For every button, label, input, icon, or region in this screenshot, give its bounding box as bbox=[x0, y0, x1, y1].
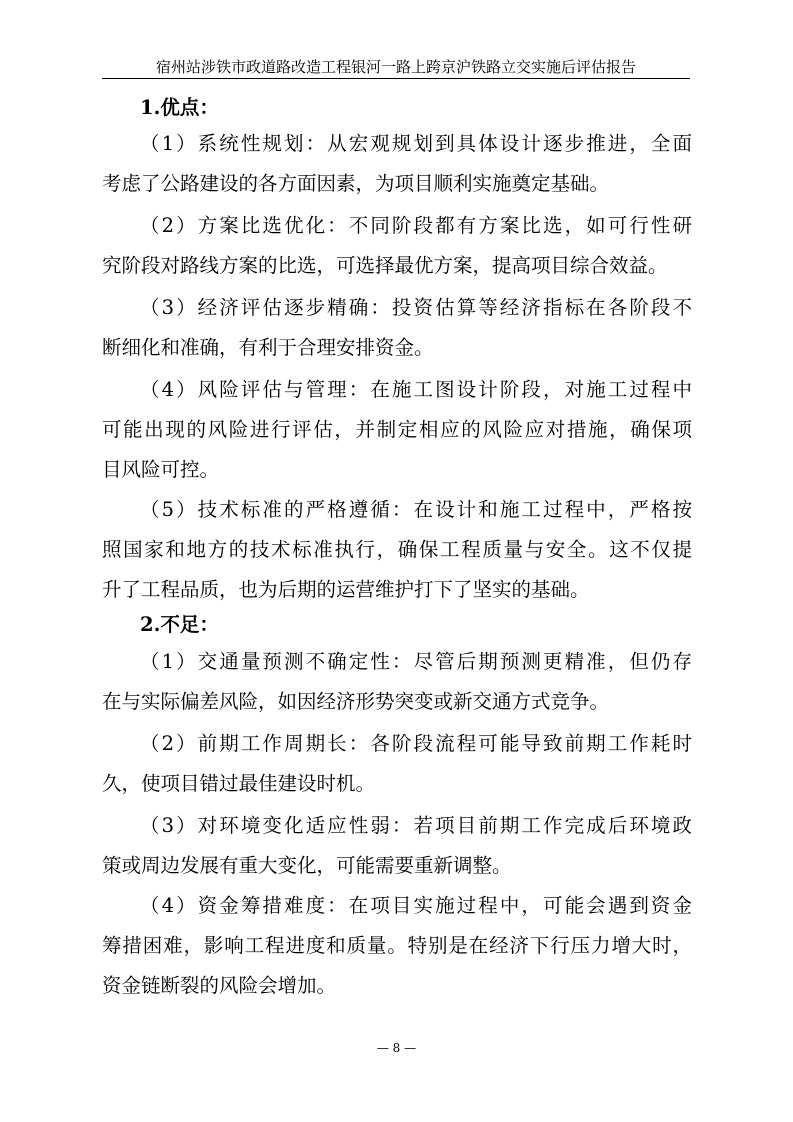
paragraph-line: 可能出现的风险进行评估，并制定相应的风险应对措施，确保项 bbox=[102, 418, 692, 441]
paragraph-line: 久，使项目错过最佳建设时机。 bbox=[102, 772, 376, 795]
paragraph-line: （1）系统性规划：从宏观规划到具体设计逐步推进，全面 bbox=[140, 132, 692, 155]
header-rule bbox=[102, 78, 690, 79]
paragraph-line: （3）对环境变化适应性弱：若项目前期工作完成后环境政 bbox=[140, 814, 692, 837]
paragraph-line: 资金链断裂的风险会增加。 bbox=[102, 974, 337, 997]
paragraph-line: 策或周边发展有重大变化，可能需要重新调整。 bbox=[102, 854, 512, 877]
paragraph-line: （4）资金筹措难度：在项目实施过程中，可能会遇到资金 bbox=[140, 894, 692, 917]
paragraph-line: （2）方案比选优化：不同阶段都有方案比选，如可行性研 bbox=[140, 214, 692, 237]
paragraph-line: （1）交通量预测不确定性：尽管后期预测更精准，但仍存 bbox=[140, 650, 692, 673]
shortcoming-paragraph-1 bbox=[102, 642, 692, 722]
shortcoming-paragraph-2 bbox=[102, 724, 692, 804]
shortcoming-paragraph-3 bbox=[102, 806, 692, 886]
advantage-paragraph-4 bbox=[102, 370, 692, 490]
paragraph-line: 在与实际偏差风险，如因经济形势突变或新交通方式竞争。 bbox=[102, 690, 610, 713]
shortcoming-paragraph-4 bbox=[102, 886, 692, 1006]
paragraph-line: 升了工程品质，也为后期的运营维护打下了坚实的基础。 bbox=[102, 578, 590, 601]
paragraph-line: （2）前期工作周期长：各阶段流程可能导致前期工作耗时 bbox=[140, 732, 692, 755]
paragraph-line: 考虑了公路建设的各方面因素，为项目顺利实施奠定基础。 bbox=[102, 172, 610, 195]
running-header: 宿州站涉铁市政道路改造工程银河一路上跨京沪铁路立交实施后评估报告 bbox=[155, 58, 636, 76]
page-number: — 8 — bbox=[376, 1041, 417, 1055]
section-heading-advantages: 1.优点： bbox=[140, 96, 219, 119]
advantage-paragraph-1 bbox=[102, 124, 692, 204]
paragraph-line: （3）经济评估逐步精确：投资估算等经济指标在各阶段不 bbox=[140, 296, 692, 319]
paragraph-line: （4）风险评估与管理：在施工图设计阶段，对施工过程中 bbox=[140, 378, 692, 401]
advantage-paragraph-2 bbox=[102, 206, 692, 286]
paragraph-line: 照国家和地方的技术标准执行，确保工程质量与安全。这不仅提 bbox=[102, 538, 692, 561]
advantage-paragraph-3 bbox=[102, 288, 692, 368]
paragraph-line: 究阶段对路线方案的比选，可选择最优方案，提高项目综合效益。 bbox=[102, 254, 668, 277]
section-heading-shortcomings: 2.不足： bbox=[140, 613, 219, 636]
paragraph-line: 筹措困难，影响工程进度和质量。特别是在经济下行压力增大时， bbox=[102, 934, 692, 957]
advantage-paragraph-5 bbox=[102, 490, 692, 610]
paragraph-line: 目风险可控。 bbox=[102, 458, 220, 481]
paragraph-line: （5）技术标准的严格遵循：在设计和施工过程中，严格按 bbox=[140, 498, 692, 521]
paragraph-line: 断细化和准确，有利于合理安排资金。 bbox=[102, 336, 434, 359]
